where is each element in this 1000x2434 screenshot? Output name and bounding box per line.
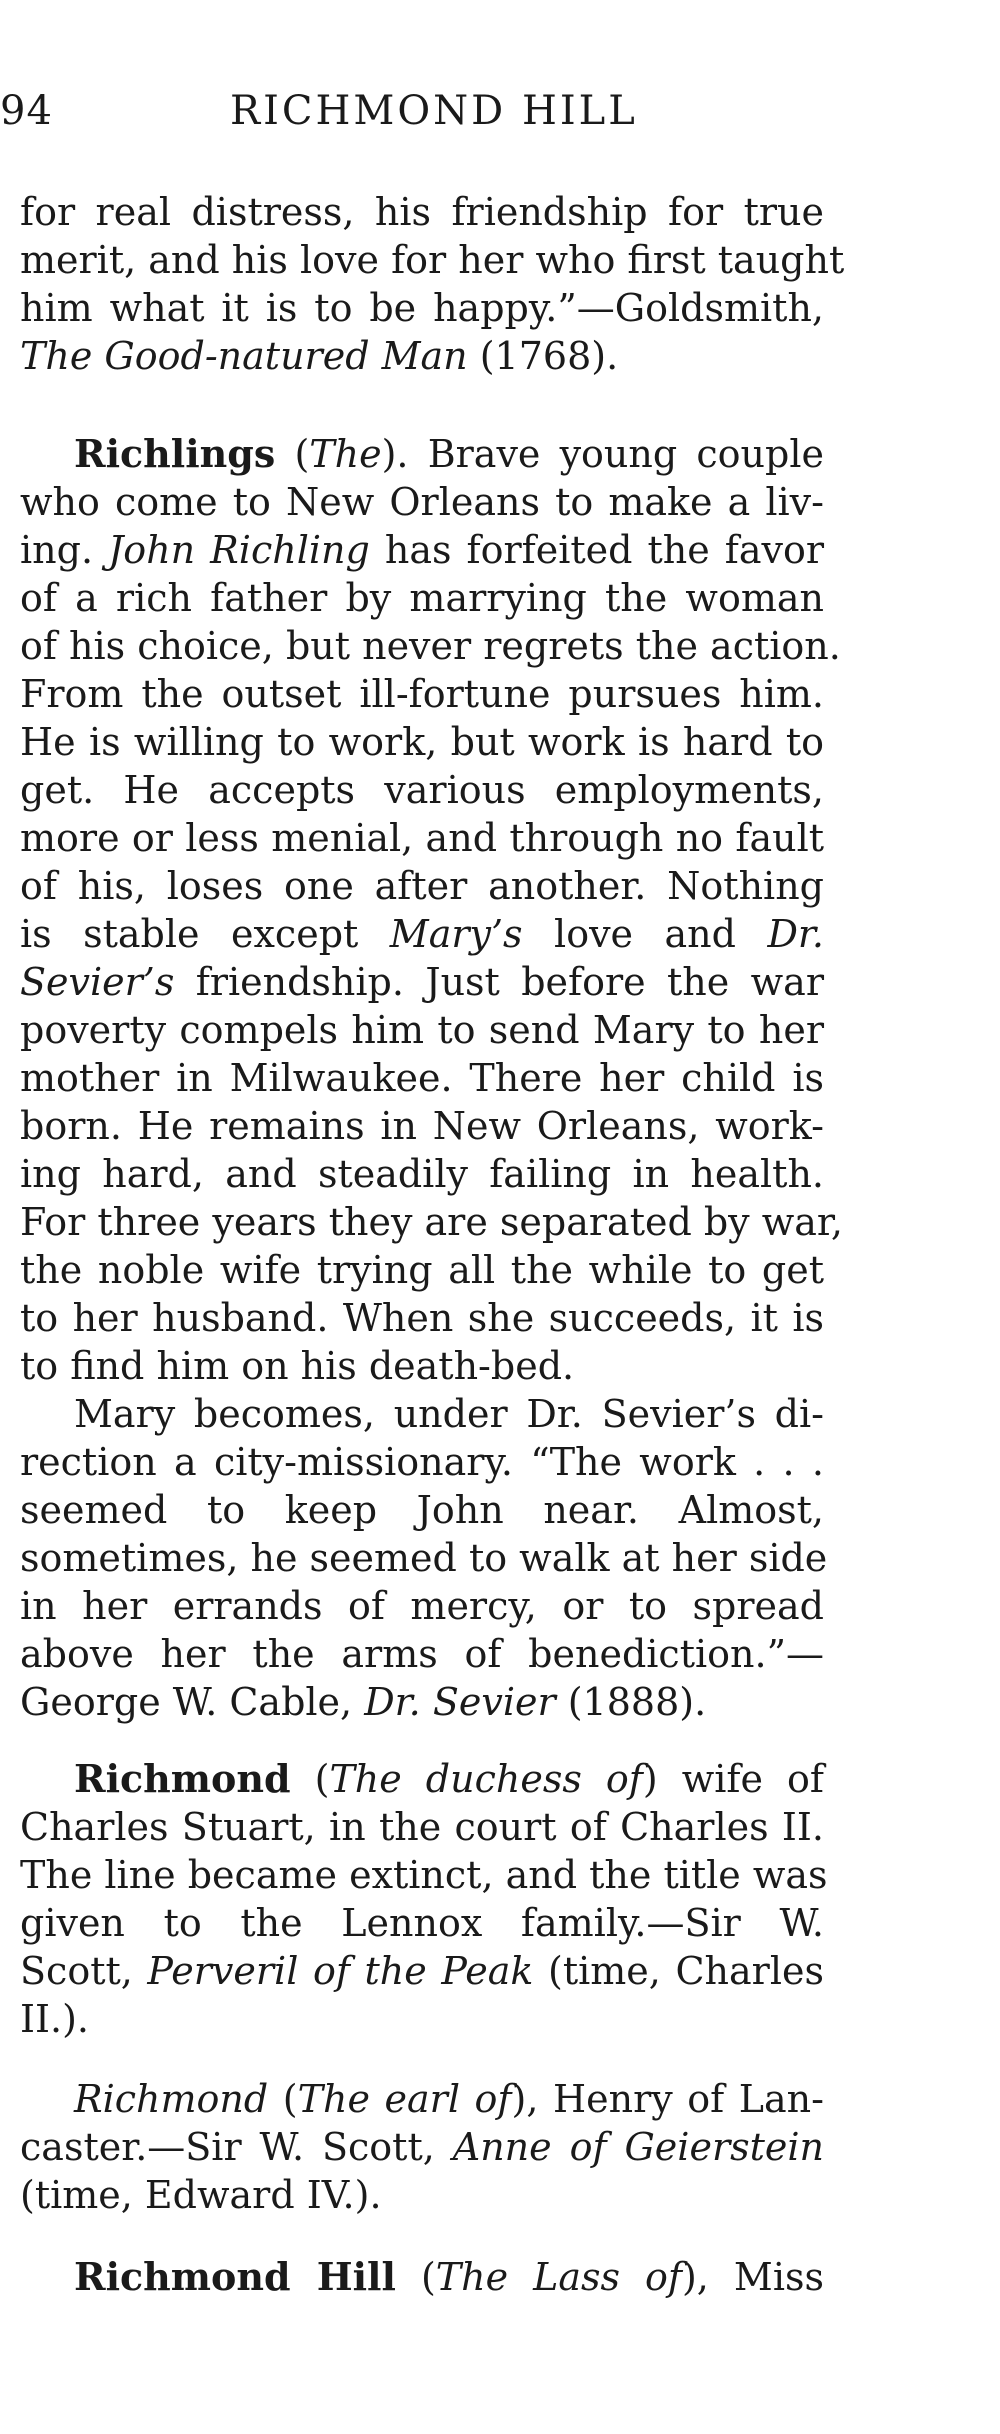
text-line: more or less menial, and through no fault [20, 816, 824, 860]
running-head [0, 88, 1000, 148]
headword: Richmond Hill [74, 2254, 396, 2299]
headword: Richmond [74, 2077, 269, 2121]
text-line: ing. John Richling has forfeited the favor [20, 528, 824, 572]
text-line: ing hard, and steadily failing in health. [20, 1152, 824, 1196]
text-line: to find him on his death-bed. [20, 1344, 575, 1388]
text-line: George W. Cable, Dr. Sevier (1888). [20, 1680, 707, 1724]
text-line: born. He remains in New Orleans, work- [20, 1104, 824, 1148]
text-line: of his, loses one after another. Nothing [20, 864, 824, 908]
entry-richlings [20, 430, 843, 1726]
headword: Richlings [74, 431, 276, 476]
entry-first-line: Richmond (The duchess of) wife of [74, 1756, 824, 1801]
text-line: sometimes, he seemed to walk at her side [20, 1536, 828, 1580]
text-line: is stable except Mary’s love and Dr. [20, 912, 824, 956]
text-line: rection a city-missionary. “The work . . . [20, 1440, 824, 1484]
text-line: for real distress, his friendship for true [20, 190, 824, 234]
text-line: merit, and his love for her who first taught [20, 238, 845, 282]
entry-goldsmith-continuation [20, 188, 845, 380]
entry-first-line: Richlings (The). Brave young couple [74, 431, 824, 476]
text-line: The line became extinct, and the title was [20, 1853, 828, 1897]
text-line: given to the Lennox family.—Sir W. [20, 1901, 824, 1945]
text-line: in her errands of mercy, or to spread [20, 1584, 824, 1628]
text-line: above her the arms of benediction.”— [20, 1632, 824, 1676]
entry-richmond-hill [20, 2253, 824, 2301]
entry-richmond-duchess [20, 1755, 828, 2043]
text-line: Scott, Perveril of the Peak (time, Charles [20, 1949, 824, 1993]
text-line: (time, Edward IV.). [20, 2173, 382, 2217]
text-line: Charles Stuart, in the court of Charles II. [20, 1805, 824, 1849]
running-title: RICHMOND HILL [230, 88, 638, 134]
text-line: the noble wife trying all the while to get [20, 1248, 824, 1292]
text-line: of his choice, but never regrets the action. [20, 624, 841, 668]
text-line: get. He accepts various employments, [20, 768, 824, 812]
entry-first-line: Richmond (The earl of), Henry of Lan- [74, 2077, 824, 2121]
text-line: of a rich father by marrying the woman [20, 576, 824, 620]
text-line: poverty compels him to send Mary to her [20, 1008, 824, 1052]
text-line: mother in Milwaukee. There her child is [20, 1056, 824, 1100]
work-title: The Good-natured Man [20, 334, 468, 378]
text-line: Sevier’s friendship. Just before the war [20, 960, 824, 1004]
entry-richmond-earl [20, 2075, 824, 2219]
text-line: to her husband. When she succeeds, it is [20, 1296, 824, 1340]
text-line: The Good-natured Man (1768). [20, 334, 619, 378]
page-number: 94 [0, 88, 53, 134]
text-line: Mary becomes, under Dr. Sevier’s di- [74, 1392, 824, 1436]
text-line: who come to New Orleans to make a liv- [20, 480, 824, 524]
text-line: For three years they are separated by war, [20, 1200, 843, 1244]
text-line: caster.—Sir W. Scott, Anne of Geierstein [20, 2125, 824, 2169]
headword: Richmond [74, 1756, 291, 1801]
entry-first-line: Richmond Hill (The Lass of), Miss [74, 2254, 824, 2299]
text-line: seemed to keep John near. Almost, [20, 1488, 824, 1532]
text-line: II.). [20, 1997, 90, 2041]
text-line: From the outset ill-fortune pursues him. [20, 672, 824, 716]
text-line: He is willing to work, but work is hard to [20, 720, 824, 764]
text-line: him what it is to be happy.”—Goldsmith, [20, 286, 824, 330]
